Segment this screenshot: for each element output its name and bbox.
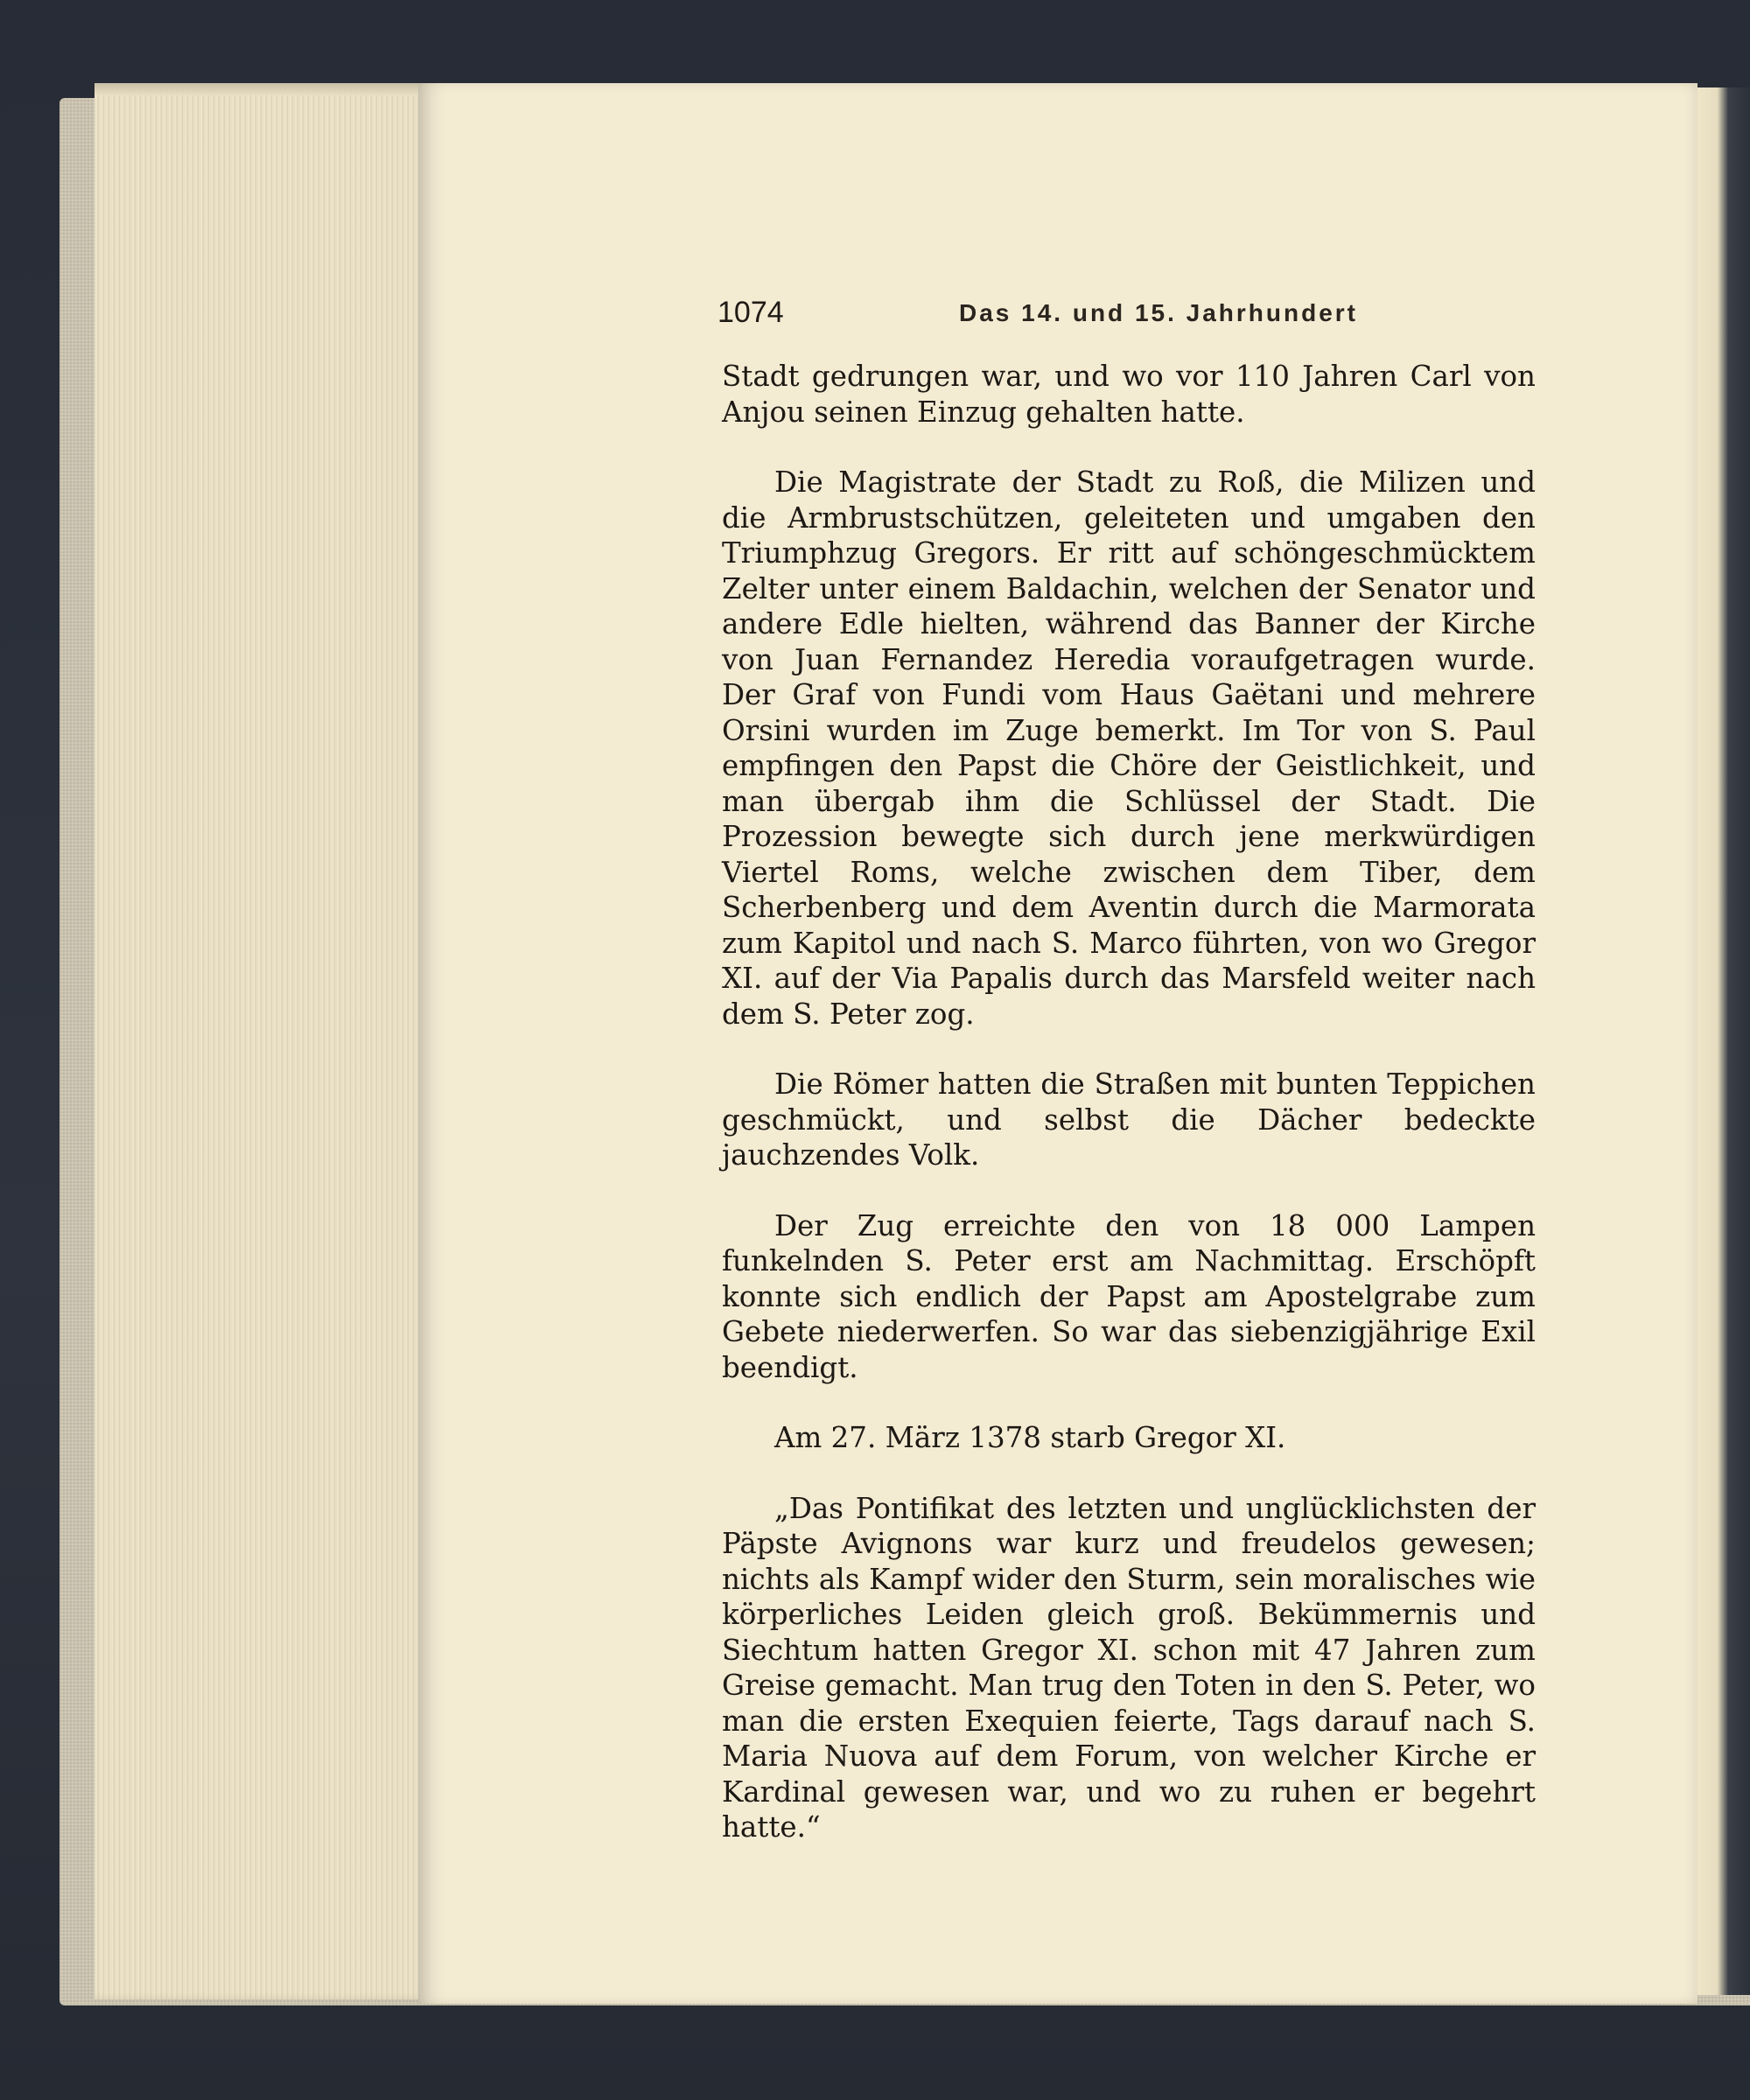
paragraph-1: Stadt gedrungen war, und wo vor 110 Jahren Carl von Anjou seinen Einzug gehalten hatte.	[722, 360, 1536, 429]
running-head-title: Das 14. und 15. Jahrhundert	[959, 299, 1358, 326]
paragraph-6: „Das Pontifikat des letzten und unglücklichsten der Päpste Avignons war kurz und freudelos gewesen; nichts als Kampf wider den Sturm, sein moralisches wie körperliches Leiden gleich groß. Bekümmernis und Siechtum hatten Gregor XI. schon mit 47 Jahren zum Greise gemacht. Man trug den Toten in den S. Peter, wo man die ersten Exequien feierte, Tags darauf nach S. Maria Nuova auf dem Forum, von welcher Kirche er Kardinal gewesen war, und wo zu ruhen er begehrt hatte.“	[722, 1491, 1536, 1844]
paragraph-3: Die Römer hatten die Straßen mit bunten Teppichen geschmückt, und selbst die Dächer bedeckte jauchzendes Volk.	[722, 1068, 1536, 1172]
page-edges-top	[94, 83, 427, 95]
page-edges	[94, 83, 427, 1999]
paragraph-5: Am 27. März 1378 starb Gregor XI.	[774, 1421, 1286, 1454]
page-number: 1074	[718, 296, 784, 329]
facing-page-edge	[1696, 88, 1750, 1995]
paragraph-2: Die Magistrate der Stadt zu Roß, die Milizen und die Armbrustschützen, geleiteten und umgaben den Triumphzug Gregors. Er ritt auf schöngeschmücktem Zelter unter einem Baldachin, welchen der Senator und andere Edle hielten, während das Banner der Kirche von Juan Fernandez Heredia voraufgetragen wurde. Der Graf von Fundi vom Haus Gaëtani und mehrere Orsini wurden im Zuge bemerkt. Im Tor von S. Paul empfingen den Papst die Chöre der Geistlichkeit, und man übergab ihm die Schlüssel der Stadt. Die Prozession bewegte sich durch jene merkwürdigen Viertel Roms, welche zwischen dem Tiber, dem Scherbenberg und dem Aventin durch die Marmorata zum Kapitol und nach S. Marco führten, von wo Gregor XI. auf der Via Papalis durch das Marsfeld weiter nach dem S. Peter zog.	[722, 466, 1536, 1031]
body-text	[722, 359, 1536, 1880]
paragraph-4: Der Zug erreichte den von 18 000 Lampen funkelnden S. Peter erst am Nachmittag. Erschöpft konnte sich endlich der Papst am Apostelgrabe zum Gebete niederwerfen. So war das siebenzigjährige Exil beendigt.	[722, 1208, 1536, 1384]
running-head	[718, 296, 1531, 340]
